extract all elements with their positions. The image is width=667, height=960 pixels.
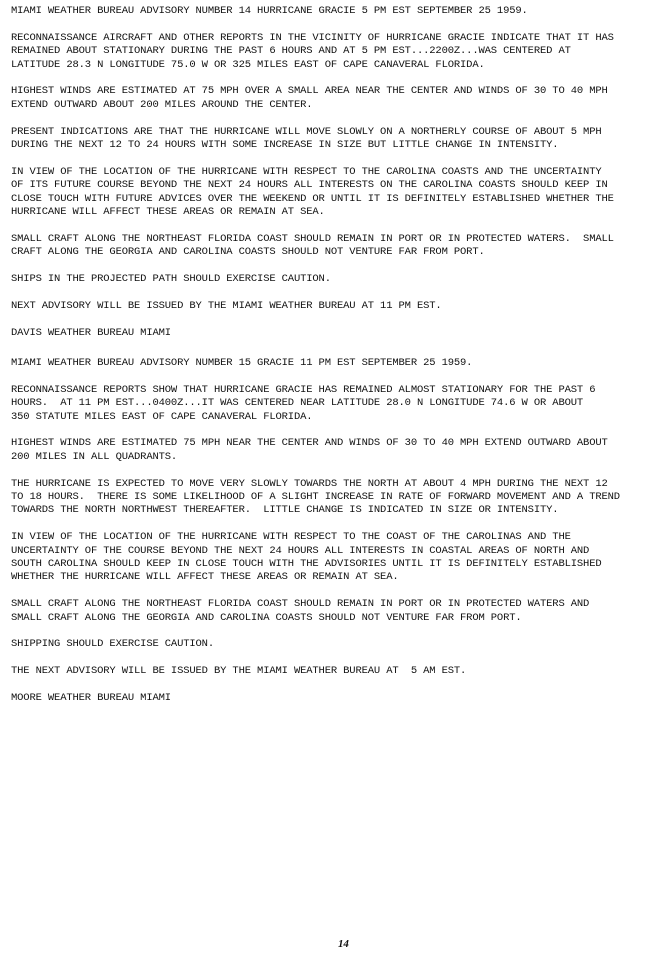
advisory-14-winds-paragraph: HIGHEST WINDS ARE ESTIMATED AT 75 MPH OVER A SMALL AREA NEAR THE CENTER AND WINDS OF 30 TO 40 MPH EXTEND OUTWARD ABOUT 200 MILES AROUND THE CENTER.	[11, 85, 608, 111]
advisory-14-next-advisory-paragraph: NEXT ADVISORY WILL BE ISSUED BY THE MIAMI WEATHER BUREAU AT 11 PM EST.	[11, 299, 442, 312]
advisory-15-signature: MOORE WEATHER BUREAU MIAMI	[11, 692, 171, 705]
advisory-15	[11, 357, 659, 705]
advisory-15-position-paragraph: RECONNAISSANCE REPORTS SHOW THAT HURRICANE GRACIE HAS REMAINED ALMOST STATIONARY FOR THE PAST 6 HOURS. AT 11 PM EST...0400Z...IT WAS CENTERED NEAR LATITUDE 28.0 N LONGITUDE 74.6 W OR ABOUT 350 STATUTE MILES EAST OF CAPE CANAVERAL FLORIDA.	[11, 383, 596, 423]
advisory-14-title: MIAMI WEATHER BUREAU ADVISORY NUMBER 14 HURRICANE GRACIE 5 PM EST SEPTEMBER 25 1959.	[11, 5, 528, 17]
advisory-15-forecast-paragraph: THE HURRICANE IS EXPECTED TO MOVE VERY SLOWLY TOWARDS THE NORTH AT ABOUT 4 MPH DURING THE NEXT 12 TO 18 HOURS. THERE IS SOME LIKELIHOOD OF A SLIGHT INCREASE IN RATE OF FORWARD MOVEMENT AND A TREND TOWARDS THE NORTH NORTHWEST THEREAFTER. LITTLE CHANGE IS INDICATED IN SIZE OR INTENSITY.	[11, 477, 620, 517]
advisory-15-next-advisory-paragraph: THE NEXT ADVISORY WILL BE ISSUED BY THE MIAMI WEATHER BUREAU AT 5 AM EST.	[11, 665, 467, 678]
advisory-15-winds-paragraph: HIGHEST WINDS ARE ESTIMATED 75 MPH NEAR THE CENTER AND WINDS OF 30 TO 40 MPH EXTEND OUTWARD ABOUT 200 MILES IN ALL QUADRANTS.	[11, 437, 608, 463]
advisory-14-interests-paragraph: IN VIEW OF THE LOCATION OF THE HURRICANE WITH RESPECT TO THE CAROLINA COASTS AND THE UNCERTAINTY OF ITS FUTURE COURSE BEYOND THE NEXT 24 HOURS ALL INTERESTS ON THE CAROLINA COASTS SHOULD KEEP IN CLOSE TOUCH WITH FUTURE ADVICES OVER THE WEEKEND OR UNTIL IT IS DEFINITELY ESTABLISHED WHETHER THE HURRICANE WILL AFFECT THESE AREAS OR REMAIN AT SEA.	[11, 165, 614, 219]
advisory-14-ships-paragraph: SHIPS IN THE PROJECTED PATH SHOULD EXERCISE CAUTION.	[11, 273, 331, 286]
advisory-14	[11, 5, 659, 340]
advisory-14-forecast-paragraph: PRESENT INDICATIONS ARE THAT THE HURRICANE WILL MOVE SLOWLY ON A NORTHERLY COURSE OF ABOUT 5 MPH DURING THE NEXT 12 TO 24 HOURS WITH SOME INCREASE IN SIZE BUT LITTLE CHANGE IN INTENSITY.	[11, 125, 602, 152]
advisory-15-small-craft-paragraph: SMALL CRAFT ALONG THE NORTHEAST FLORIDA COAST SHOULD REMAIN IN PORT OR IN PROTECTED WATERS AND SMALL CRAFT ALONG THE GEORGIA AND CAROLINA COASTS SHOULD NOT VENTURE FAR FROM PORT.	[11, 598, 590, 624]
advisory-15-interests-paragraph: IN VIEW OF THE LOCATION OF THE HURRICANE WITH RESPECT TO THE COAST OF THE CAROLINAS AND THE UNCERTAINTY OF THE COURSE BEYOND THE NEXT 24 HOURS ALL INTERESTS IN COASTAL AREAS OF NORTH AND SOUTH CAROLINA SHOULD KEEP IN CLOSE TOUCH WITH THE ADVISORIES UNTIL IT IS DEFINITELY ESTABLISHED WHETHER THE HURRICANE WILL AFFECT THESE AREAS OR REMAIN AT SEA.	[11, 531, 602, 584]
advisory-14-position-paragraph: RECONNAISSANCE AIRCRAFT AND OTHER REPORTS IN THE VICINITY OF HURRICANE GRACIE INDICATE THAT IT HAS REMAINED ABOUT STATIONARY DURING THE PAST 6 HOURS AND AT 5 PM EST...2200Z...WAS CENTERED AT LATITUDE 28.3 N LONGITUDE 75.0 W OR 325 MILES EAST OF CAPE CANAVERAL FLORIDA.	[11, 31, 614, 71]
advisory-15-shipping-paragraph: SHIPPING SHOULD EXERCISE CAUTION.	[11, 638, 214, 651]
advisory-15-title: MIAMI WEATHER BUREAU ADVISORY NUMBER 15 GRACIE 11 PM EST SEPTEMBER 25 1959.	[11, 357, 473, 369]
advisory-14-small-craft-paragraph: SMALL CRAFT ALONG THE NORTHEAST FLORIDA COAST SHOULD REMAIN IN PORT OR IN PROTECTED WATERS. SMALL CRAFT ALONG THE GEORGIA AND CAROLINA COASTS SHOULD NOT VENTURE FAR FROM PORT.	[11, 232, 614, 259]
page-number: 14	[338, 938, 349, 950]
advisory-14-signature: DAVIS WEATHER BUREAU MIAMI	[11, 326, 171, 339]
